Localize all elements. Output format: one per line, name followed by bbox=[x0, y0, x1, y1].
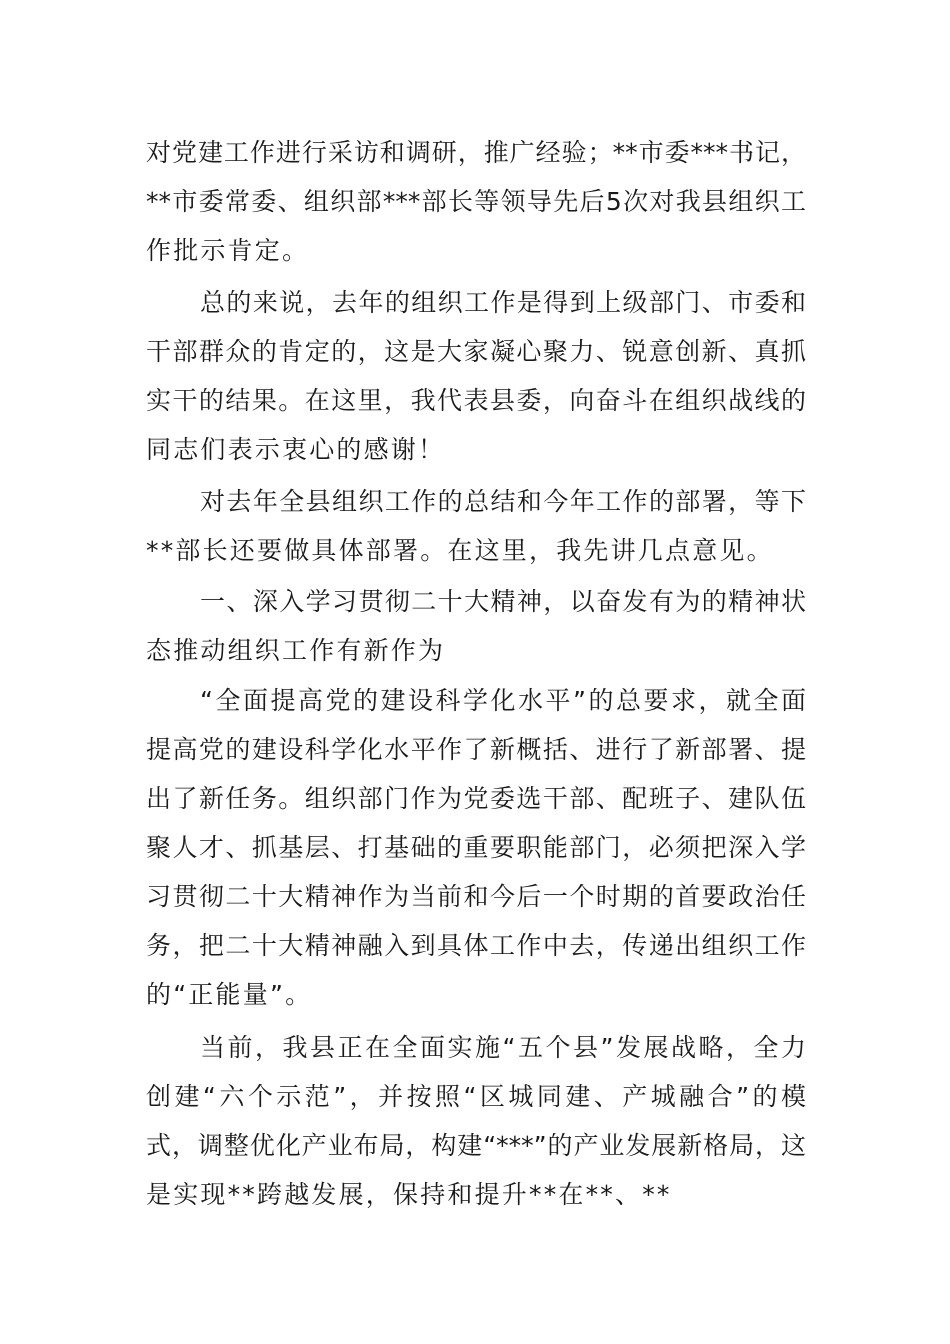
text-line-9: **部长还要做具体部署。在这里，我先讲几点意见。 bbox=[146, 536, 774, 565]
text-line-4: 总的来说，去年的组织工作是得到上级部门、市委和 bbox=[200, 288, 806, 317]
text-line-20: 创建“六个示范”，并按照“区城同建、产城融合”的模 bbox=[146, 1082, 806, 1111]
text-line-7: 同志们表示衷心的感谢！ bbox=[146, 435, 446, 464]
text-line-1: 对党建工作进行采访和调研，推广经验；**市委***书记， bbox=[146, 138, 806, 167]
text-line-15: 聚人才、抓基层、打基础的重要职能部门，必须把深入学 bbox=[146, 833, 806, 862]
text-line-21: 式，调整优化产业布局，构建“***”的产业发展新格局，这 bbox=[146, 1131, 806, 1160]
text-line-12: “全面提高党的建设科学化水平”的总要求，就全面 bbox=[200, 686, 806, 715]
text-line-22: 是实现**跨越发展，保持和提升**在**、** bbox=[146, 1180, 672, 1209]
text-line-6: 实干的结果。在这里，我代表县委，向奋斗在组织战线的 bbox=[146, 386, 806, 415]
text-line-5: 干部群众的肯定的，这是大家凝心聚力、锐意创新、真抓 bbox=[146, 337, 806, 366]
text-line-2: **市委常委、组织部***部长等领导先后5次对我县组织工 bbox=[146, 187, 806, 216]
section-heading-line-2: 态推动组织工作有新作为 bbox=[146, 636, 446, 665]
text-line-17: 务，把二十大精神融入到具体工作中去，传递出组织工作 bbox=[146, 931, 806, 960]
text-line-3: 作批示肯定。 bbox=[146, 236, 310, 265]
text-line-18: 的“正能量”。 bbox=[146, 980, 313, 1009]
text-line-16: 习贯彻二十大精神作为当前和今后一个时期的首要政治任 bbox=[146, 882, 806, 911]
text-line-14: 出了新任务。组织部门作为党委选干部、配班子、建队伍 bbox=[146, 784, 806, 813]
text-line-8: 对去年全县组织工作的总结和今年工作的部署，等下 bbox=[200, 487, 806, 516]
section-heading-line-1: 一、深入学习贯彻二十大精神，以奋发有为的精神状 bbox=[200, 587, 806, 616]
text-line-13: 提高党的建设科学化水平作了新概括、进行了新部署、提 bbox=[146, 735, 806, 764]
text-line-19: 当前，我县正在全面实施“五个县”发展战略，全力 bbox=[200, 1033, 806, 1062]
